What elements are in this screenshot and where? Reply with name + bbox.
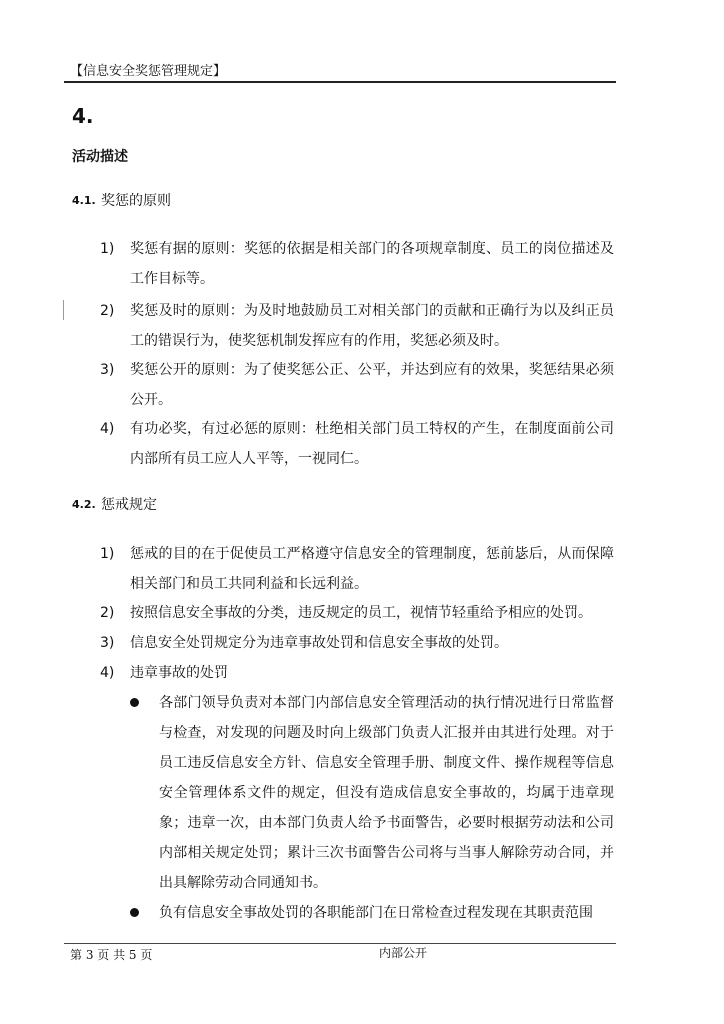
list-item-text: 违章事故的处罚 [130, 665, 228, 681]
list-item [100, 598, 615, 628]
bullet-item-text: 负有信息安全事故处罚的各职能部门在日常检查过程发现在其职责范围 [159, 905, 593, 921]
section-heading-4-1 [72, 190, 612, 212]
list-item-text: 奖惩有据的原则：奖惩的依据是相关部门的各项规章制度、员工的岗位描述及工作目标等。 [130, 241, 614, 287]
list-item-number: 4) [100, 665, 115, 681]
margin-change-bar [63, 300, 64, 320]
section-number: 4.1. [72, 194, 96, 207]
list-item-text: 惩戒的目的在于促使员工严格遵守信息安全的管理制度，惩前毖后，从而保障相关部门和员工共同利益和长远利益。 [130, 546, 614, 592]
list-item-text: 奖惩公开的原则：为了使奖惩公正、公平，并达到应有的效果，奖惩结果必须公开。 [130, 362, 614, 408]
header-divider [64, 81, 616, 83]
bullet-dot-icon [130, 908, 139, 917]
chapter-number: 4. [72, 104, 94, 128]
list-item [100, 539, 615, 599]
list-item-number: 1) [100, 241, 115, 257]
bullet-item [128, 688, 615, 898]
document-header-title: 【信息安全奖惩管理规定】 [70, 64, 227, 79]
list-item [100, 355, 615, 415]
footer-divider [64, 943, 616, 944]
section-title: 惩戒规定 [101, 497, 157, 513]
section-title: 奖惩的原则 [101, 193, 171, 209]
list-item-number: 3) [100, 635, 115, 651]
list-item [100, 234, 615, 294]
page-number-info: 第 3 页 共 5 页 [70, 948, 153, 962]
list-item [100, 414, 615, 474]
list-item [100, 658, 615, 688]
list-item-text: 有功必奖，有过必惩的原则：杜绝相关部门员工特权的产生，在制度面前公司内部所有员工应人人平等，一视同仁。 [130, 421, 614, 467]
section-heading-4-2 [72, 494, 612, 516]
bullet-item [128, 898, 615, 928]
list-item-text: 奖惩及时的原则：为及时地鼓励员工对相关部门的贡献和正确行为以及纠正员工的错误行为，使奖惩机制发挥应有的作用，奖惩必须及时。 [130, 303, 614, 349]
list-item [100, 296, 615, 356]
list-item-number: 4) [100, 421, 115, 437]
list-item-number: 2) [100, 303, 115, 319]
bullet-item-text: 各部门领导负责对本部门内部信息安全管理活动的执行情况进行日常监督与检查，对发现的问题及时向上级部门负责人汇报并由其进行处理。对于员工违反信息安全方针、信息安全管理手册、制度文件、操作规程等信息安全管理体系文件的规定，但没有造成信息安全事故的，均属于违章现象；违章一次，由本部门负责人给予书面警告，必要时根据劳动法和公司内部相关规定处罚；累计三次书面警告公司将与当事人解除劳动合同，并出具解除劳动合同通知书。 [159, 695, 614, 891]
list-item-text: 信息安全处罚规定分为违章事故处罚和信息安全事故的处罚。 [130, 635, 508, 651]
list-item-text: 按照信息安全事故的分类，违反规定的员工，视情节轻重给予相应的处罚。 [130, 605, 592, 621]
list-item-number: 3) [100, 362, 115, 378]
list-item [100, 628, 615, 658]
classification-label: 内部公开 [379, 946, 428, 960]
list-item-number: 2) [100, 605, 115, 621]
list-item-number: 1) [100, 546, 115, 562]
section-number: 4.2. [72, 498, 96, 511]
bullet-dot-icon [130, 698, 139, 707]
chapter-title: 活动描述 [72, 149, 128, 165]
